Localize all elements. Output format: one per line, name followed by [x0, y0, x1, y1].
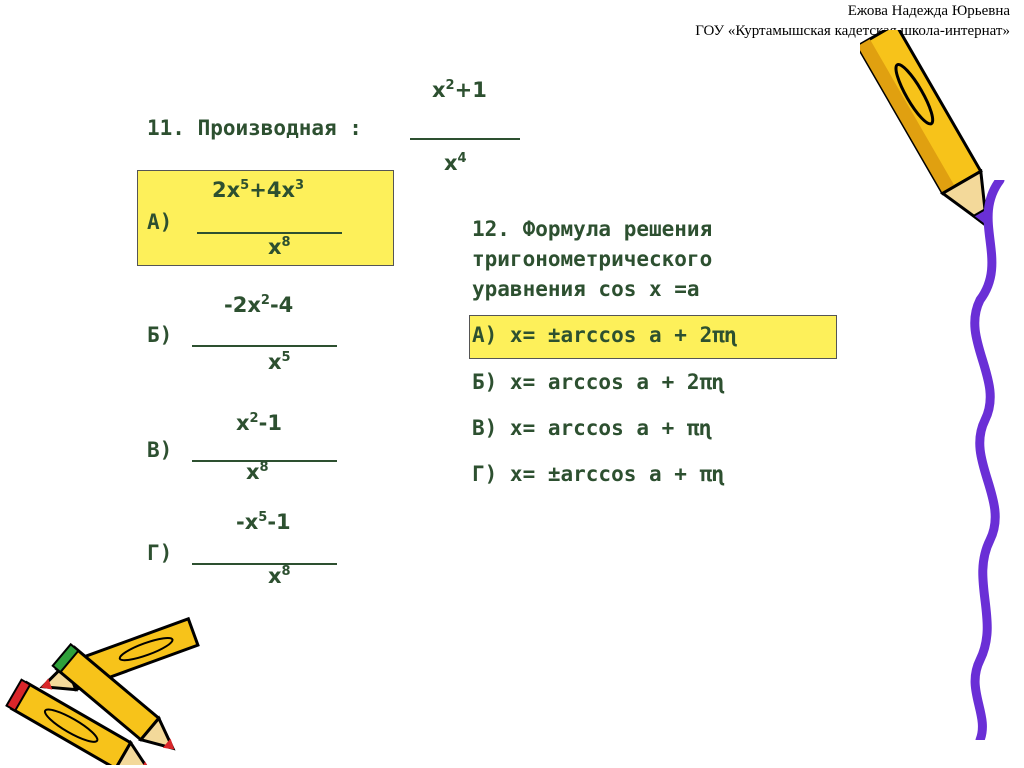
q12-option-b[interactable]: Б) x= arccos a + 2πɳ — [472, 370, 725, 394]
option-a-letter: А) — [147, 210, 173, 234]
ribbon-decoration-icon — [960, 180, 1020, 740]
q12-option-a: А) x= ±arccos a + 2πɳ — [472, 323, 738, 347]
q12-title: 12. Формула решения тригонометрического уравнения cos x =a — [472, 217, 713, 301]
q11-numerator: $x^2+1$ — [432, 78, 487, 102]
q12-option-g[interactable]: Г) x= ±arccos a + πɳ — [472, 462, 725, 486]
option-v-denominator: $x^8$ — [246, 460, 269, 484]
option-v-letter: В) — [147, 438, 173, 462]
author-name: Ежова Надежда Юрьевна — [847, 3, 1010, 19]
option-g-fraction-line — [192, 563, 337, 565]
pencils-bottom-left-icon — [0, 615, 210, 765]
option-b-fraction-line — [192, 345, 337, 347]
option-b-denominator: $x^5$ — [268, 350, 291, 374]
option-g-denominator: $x^8$ — [268, 564, 291, 588]
option-g-numerator: $-x^5-1$ — [236, 510, 291, 534]
option-b-numerator: $-2x^2-4$ — [224, 293, 294, 317]
school-name: ГОУ «Куртамышская кадетская школа-интернат» — [695, 23, 1010, 39]
option-g-letter: Г) — [147, 541, 173, 565]
option-a-denominator: $x^8$ — [268, 235, 291, 259]
option-a-fraction-line — [197, 232, 342, 234]
option-b-letter: Б) — [147, 323, 173, 347]
option-a-numerator: $2x^5+4x^3$ — [212, 178, 305, 202]
option-v-numerator: $x^2-1$ — [236, 411, 282, 435]
q12-option-v[interactable]: В) x= arccos a + πɳ — [472, 416, 713, 440]
q11-fraction-line — [410, 138, 520, 140]
q11-title: 11. Производная : — [147, 116, 362, 140]
q11-denominator: $x^4$ — [444, 151, 467, 175]
